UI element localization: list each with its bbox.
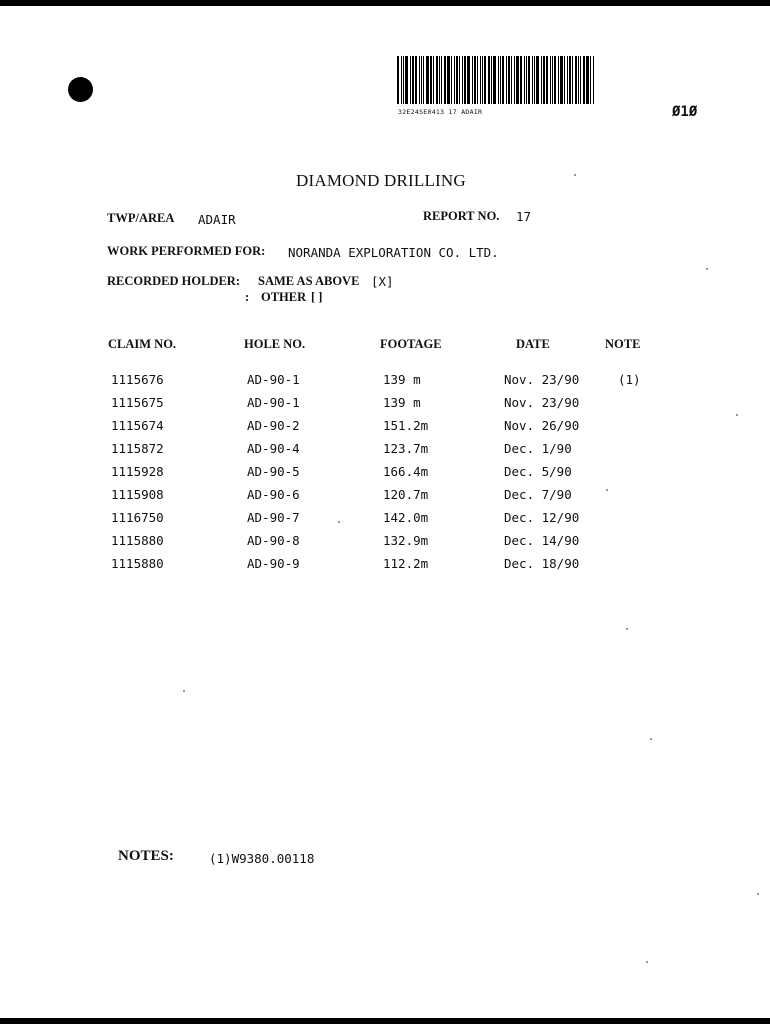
barcode-bar: [546, 56, 548, 104]
barcode-bar: [554, 56, 556, 104]
claim-no-cell: 1115676: [111, 372, 164, 387]
scan-top-border: [0, 0, 770, 6]
same-as-above-label: SAME AS ABOVE: [258, 274, 360, 288]
barcode-bar: [433, 56, 434, 104]
footage-cell: 123.7m: [383, 441, 429, 456]
report-no-value: 17: [516, 209, 532, 224]
table-row: [0, 556, 770, 579]
barcode-bar: [558, 56, 559, 104]
footage-cell: 166.4m: [383, 464, 429, 479]
barcode-bar: [403, 56, 404, 104]
barcode-bar: [412, 56, 414, 104]
footage-cell: 112.2m: [383, 556, 429, 571]
hole-no-cell: AD-90-6: [247, 487, 300, 502]
scan-speck: [626, 628, 628, 630]
barcode-bar: [480, 56, 481, 104]
date-cell: Dec. 12/90: [504, 510, 580, 525]
note-cell: (1): [618, 372, 641, 387]
barcode-bar: [502, 56, 504, 104]
barcode-bar: [397, 56, 399, 104]
hole-no-cell: AD-90-8: [247, 533, 300, 548]
footage-cell: 151.2m: [383, 418, 429, 433]
notes-label: NOTES:: [118, 848, 174, 864]
barcode-bar: [421, 56, 422, 104]
barcode-bar: [541, 56, 542, 104]
claim-no-cell: 1115880: [111, 556, 164, 571]
barcode-bar: [590, 56, 591, 104]
date-cell: Dec. 14/90: [504, 533, 580, 548]
barcode-bar: [488, 56, 490, 104]
barcode-bar: [528, 56, 530, 104]
scan-bottom-border: [0, 1018, 770, 1024]
scan-speck: [706, 268, 708, 270]
claim-no-cell: 1116750: [111, 510, 164, 525]
claim-no-cell: 1115908: [111, 487, 164, 502]
table-row: [0, 487, 770, 510]
barcode-bar: [575, 56, 577, 104]
barcode-bar: [569, 56, 571, 104]
other-label: OTHER: [261, 290, 307, 304]
document-title: DIAMOND DRILLING: [296, 171, 466, 190]
barcode-bar: [514, 56, 515, 104]
drilling-table: [0, 372, 770, 579]
barcode-bar: [444, 56, 446, 104]
work-performed-value: NORANDA EXPLORATION CO. LTD.: [288, 245, 499, 260]
barcode-bar: [580, 56, 581, 104]
table-row: [0, 464, 770, 487]
footage-cell: 120.7m: [383, 487, 429, 502]
scan-speck: [650, 738, 652, 740]
barcode-bar: [447, 56, 450, 104]
footage-cell: 132.9m: [383, 533, 429, 548]
barcode-bar: [484, 56, 486, 104]
hole-no-cell: AD-90-7: [247, 510, 300, 525]
barcode-bar: [578, 56, 579, 104]
date-cell: Dec. 18/90: [504, 556, 580, 571]
barcode-bar: [439, 56, 440, 104]
scan-speck: [646, 961, 648, 963]
scan-speck: [183, 690, 185, 692]
scan-speck: [757, 893, 759, 895]
barcode-bar: [451, 56, 452, 104]
barcode-bar: [454, 56, 455, 104]
barcode-bar: [410, 56, 411, 104]
scan-speck: [574, 174, 576, 176]
barcode-bar: [441, 56, 442, 104]
footage-cell: 139 m: [383, 395, 421, 410]
hole-no-cell: AD-90-5: [247, 464, 300, 479]
table-row: [0, 395, 770, 418]
scan-speck: [736, 414, 738, 416]
date-cell: Nov. 26/90: [504, 418, 580, 433]
claim-no-cell: 1115872: [111, 441, 164, 456]
barcode-bar: [436, 56, 438, 104]
barcode-bar: [426, 56, 429, 104]
barcode-bar: [508, 56, 510, 104]
barcode-bar: [560, 56, 563, 104]
header-claim-no: CLAIM NO.: [108, 337, 177, 351]
table-row: [0, 441, 770, 464]
table-row: [0, 372, 770, 395]
same-as-above-checkbox: [X]: [371, 274, 394, 289]
report-no-label: REPORT NO.: [423, 209, 500, 223]
barcode-bar: [526, 56, 527, 104]
barcode-bar: [506, 56, 507, 104]
work-performed-label: WORK PERFORMED FOR:: [107, 244, 266, 258]
barcode-bar: [516, 56, 519, 104]
barcode-bar: [583, 56, 585, 104]
barcode-bar: [456, 56, 458, 104]
twp-area-label: TWP/AREA: [107, 211, 175, 225]
barcode-bar: [543, 56, 545, 104]
other-checkbox: [ ]: [311, 290, 323, 304]
barcode-bar: [401, 56, 402, 104]
header-hole-no: HOLE NO.: [244, 337, 306, 351]
date-cell: Dec. 5/90: [504, 464, 572, 479]
barcode-bar: [423, 56, 424, 104]
barcode-bar: [467, 56, 470, 104]
recorded-holder-label: RECORDED HOLDER:: [107, 274, 240, 288]
barcode-text: 32E24SE0413 17 ADAIR: [398, 108, 483, 116]
hole-no-cell: AD-90-2: [247, 418, 300, 433]
barcode-bar: [500, 56, 501, 104]
hole-no-cell: AD-90-1: [247, 372, 300, 387]
other-prefix: :: [245, 290, 250, 304]
barcode-bar: [472, 56, 473, 104]
date-cell: Nov. 23/90: [504, 395, 580, 410]
barcode-bar: [550, 56, 551, 104]
claim-no-cell: 1115674: [111, 418, 164, 433]
barcode-bar: [477, 56, 478, 104]
barcode-bar: [536, 56, 539, 104]
barcode-bar: [534, 56, 535, 104]
barcode-bar: [491, 56, 492, 104]
twp-area-value: ADAIR: [198, 212, 236, 227]
barcode-bar: [464, 56, 466, 104]
barcode-bar: [474, 56, 476, 104]
claim-no-cell: 1115880: [111, 533, 164, 548]
barcode-bar: [593, 56, 594, 104]
barcode-bar: [419, 56, 420, 104]
scan-speck: [338, 521, 340, 523]
barcode-bar: [511, 56, 512, 104]
barcode-bar: [586, 56, 589, 104]
page-code: Ø1Ø: [672, 104, 698, 120]
barcode: [397, 56, 615, 104]
barcode-bar: [482, 56, 483, 104]
footage-cell: 139 m: [383, 372, 421, 387]
claim-no-cell: 1115928: [111, 464, 164, 479]
barcode-bar: [524, 56, 525, 104]
barcode-bar: [430, 56, 432, 104]
barcode-bar: [552, 56, 553, 104]
barcode-bar: [532, 56, 533, 104]
date-cell: Dec. 1/90: [504, 441, 572, 456]
barcode-bar: [415, 56, 417, 104]
header-date: DATE: [516, 337, 550, 351]
barcode-bar: [564, 56, 565, 104]
footage-cell: 142.0m: [383, 510, 429, 525]
barcode-bar: [520, 56, 522, 104]
barcode-bar: [462, 56, 463, 104]
header-note: NOTE: [605, 337, 641, 351]
barcode-bar: [498, 56, 499, 104]
punch-hole-mark: [68, 77, 93, 102]
scan-speck: [606, 489, 608, 491]
hole-no-cell: AD-90-4: [247, 441, 300, 456]
hole-no-cell: AD-90-1: [247, 395, 300, 410]
hole-no-cell: AD-90-9: [247, 556, 300, 571]
barcode-bar: [493, 56, 496, 104]
barcode-bar: [405, 56, 408, 104]
date-cell: Nov. 23/90: [504, 372, 580, 387]
header-footage: FOOTAGE: [380, 337, 442, 351]
table-row: [0, 533, 770, 556]
table-row: [0, 510, 770, 533]
date-cell: Dec. 7/90: [504, 487, 572, 502]
barcode-bar: [567, 56, 568, 104]
claim-no-cell: 1115675: [111, 395, 164, 410]
barcode-bar: [572, 56, 573, 104]
barcode-bar: [459, 56, 460, 104]
table-row: [0, 418, 770, 441]
notes-value: (1)W9380.00118: [209, 851, 315, 866]
